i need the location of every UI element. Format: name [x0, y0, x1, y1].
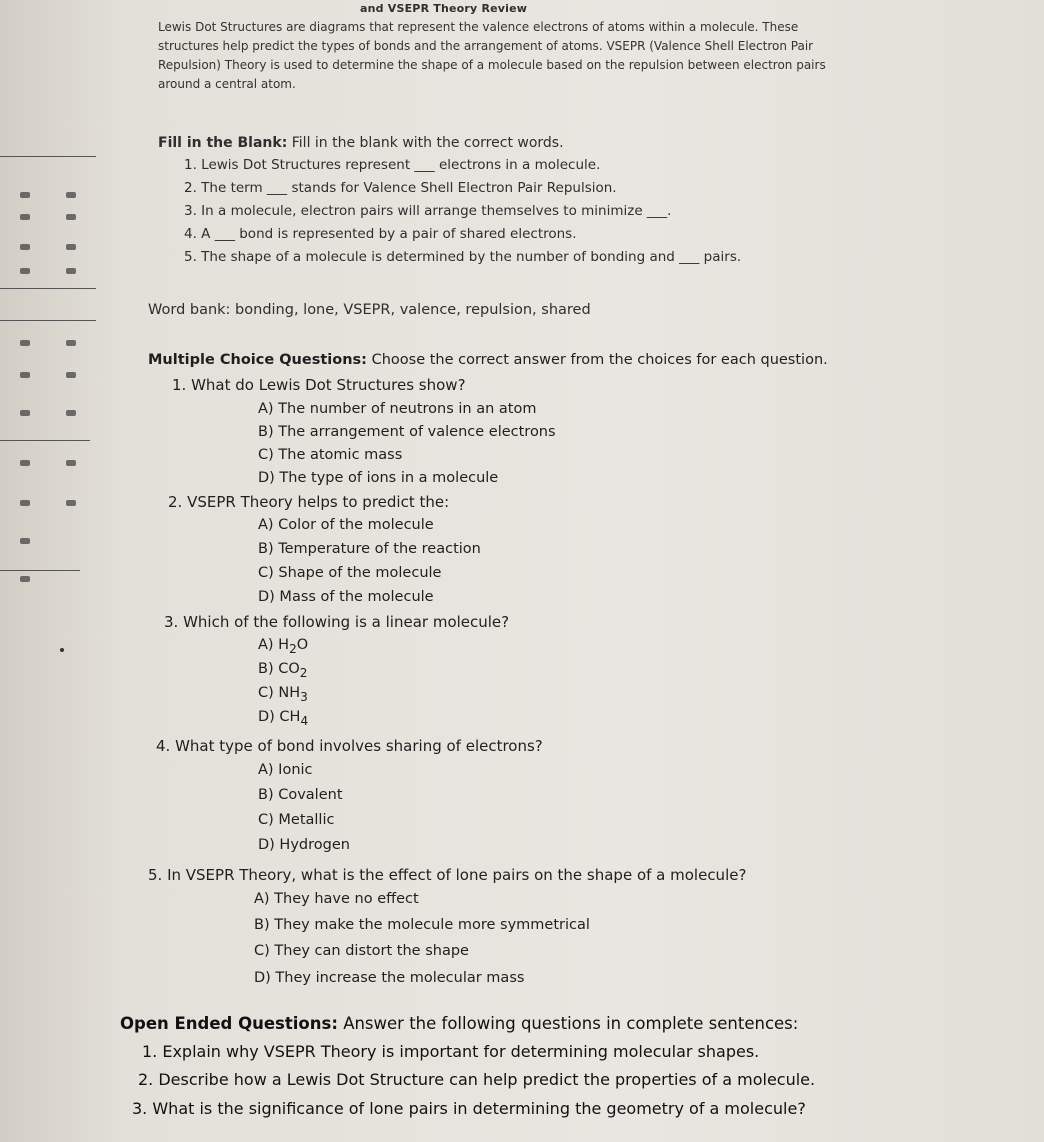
mc-question: 2. VSEPR Theory helps to predict the:	[168, 493, 450, 511]
open-ended-question: 1. Explain why VSEPR Theory is important for determining molecular shapes.	[142, 1042, 760, 1061]
subscript: 2	[299, 665, 308, 680]
edge-divider	[0, 288, 96, 289]
word-bank: Word bank: bonding, lone, VSEPR, valence, repulsion, shared	[148, 302, 591, 318]
mc-option: A) $H_2O$	[258, 637, 309, 656]
edge-mark	[66, 192, 76, 198]
fill-blank-heading	[158, 135, 564, 151]
fill-blank-item: 2. The term ___ stands for Valence Shell Electron Pair Repulsion.	[184, 180, 617, 196]
mc-option: D) They increase the molecular mass	[254, 970, 525, 986]
mc-option-letter: D)	[258, 709, 275, 725]
open-ended-heading-label: Open Ended Questions:	[120, 1014, 338, 1033]
intro-line: around a central atom.	[158, 77, 296, 91]
edge-mark	[20, 340, 30, 346]
mc-option-letter: A)	[258, 637, 274, 653]
edge-mark	[20, 576, 30, 582]
mc-option-letter: C)	[258, 685, 274, 701]
open-ended-question: 3. What is the significance of lone pairs in determining the geometry of a molecule?	[132, 1099, 806, 1118]
fill-blank-item: 5. The shape of a molecule is determined by the number of bonding and ___ pairs.	[184, 249, 742, 265]
mc-option: A) They have no effect	[254, 891, 419, 907]
edge-mark	[20, 214, 30, 220]
edge-mark	[66, 372, 76, 378]
fill-blank-item: 1. Lewis Dot Structures represent ___ electrons in a molecule.	[184, 157, 601, 173]
edge-mark	[20, 538, 30, 544]
mc-option: A) Ionic	[258, 762, 313, 778]
mc-option: D) Mass of the molecule	[258, 589, 434, 605]
subscript: 2	[289, 641, 297, 656]
multiple-choice-heading	[148, 352, 828, 368]
mc-question: 1. What do Lewis Dot Structures show?	[172, 376, 466, 394]
edge-divider	[0, 320, 96, 321]
mc-question: 5. In VSEPR Theory, what is the effect of lone pairs on the shape of a molecule?	[148, 866, 747, 884]
edge-mark	[20, 410, 30, 416]
edge-mark	[20, 372, 30, 378]
mc-option: B) Temperature of the reaction	[258, 541, 481, 557]
mc-option-letter: B)	[258, 661, 274, 677]
edge-mark	[66, 410, 76, 416]
edge-divider	[0, 156, 96, 157]
mc-option: A) Color of the molecule	[258, 517, 434, 533]
edge-mark	[20, 500, 30, 506]
stray-dot	[60, 648, 64, 652]
mc-option: B) $CO_2$	[258, 661, 308, 680]
edge-mark	[66, 340, 76, 346]
mc-option: B) The arrangement of valence electrons	[258, 424, 556, 440]
mc-option: C) Shape of the molecule	[258, 565, 442, 581]
fill-blank-instruction: Fill in the blank with the correct words.	[291, 135, 564, 151]
edge-divider	[0, 440, 90, 441]
edge-divider	[0, 570, 80, 571]
multiple-choice-heading-label: Multiple Choice Questions:	[148, 352, 367, 368]
edge-mark	[20, 244, 30, 250]
edge-mark	[20, 460, 30, 466]
edge-mark	[66, 214, 76, 220]
open-ended-heading	[120, 1014, 798, 1033]
edge-mark	[66, 244, 76, 250]
fill-blank-item: 4. A ___ bond is represented by a pair of shared electrons.	[184, 226, 577, 242]
mc-option: A) The number of neutrons in an atom	[258, 401, 537, 417]
mc-option: B) They make the molecule more symmetrical	[254, 917, 590, 933]
open-ended-question: 2. Describe how a Lewis Dot Structure can help predict the properties of a molecule.	[138, 1070, 816, 1089]
mc-option: D) $CH_4$	[258, 709, 309, 728]
fill-blank-item: 3. In a molecule, electron pairs will arrange themselves to minimize ___.	[184, 203, 672, 219]
intro-line: Lewis Dot Structures are diagrams that represent the valence electrons of atoms within a molecule. These	[158, 20, 799, 34]
edge-mark	[66, 268, 76, 274]
edge-mark	[66, 460, 76, 466]
intro-line: structures help predict the types of bonds and the arrangement of atoms. VSEPR (Valence Shell Electron Pair	[158, 39, 814, 53]
edge-mark	[66, 500, 76, 506]
intro-line: Repulsion) Theory is used to determine the shape of a molecule based on the repulsion between electron pairs	[158, 58, 826, 72]
mc-option: B) Covalent	[258, 787, 343, 803]
page-edge-strip	[0, 150, 100, 580]
edge-mark	[20, 192, 30, 198]
mc-question: 4. What type of bond involves sharing of electrons?	[156, 737, 543, 755]
multiple-choice-instruction: Choose the correct answer from the choices for each question.	[371, 352, 828, 368]
mc-option: D) The type of ions in a molecule	[258, 470, 499, 486]
mc-option: C) Metallic	[258, 812, 335, 828]
mc-option: C) They can distort the shape	[254, 943, 469, 959]
mc-question: 3. Which of the following is a linear molecule?	[164, 613, 510, 631]
mc-option: C) The atomic mass	[258, 447, 403, 463]
subscript: 3	[300, 689, 308, 704]
page-title: and VSEPR Theory Review	[360, 2, 528, 15]
subscript: 4	[300, 713, 309, 728]
edge-mark	[20, 268, 30, 274]
mc-option: C) $NH_3$	[258, 685, 308, 704]
open-ended-instruction: Answer the following questions in complete sentences:	[343, 1014, 799, 1033]
mc-option: D) Hydrogen	[258, 837, 350, 853]
fill-blank-heading-label: Fill in the Blank:	[158, 135, 288, 151]
